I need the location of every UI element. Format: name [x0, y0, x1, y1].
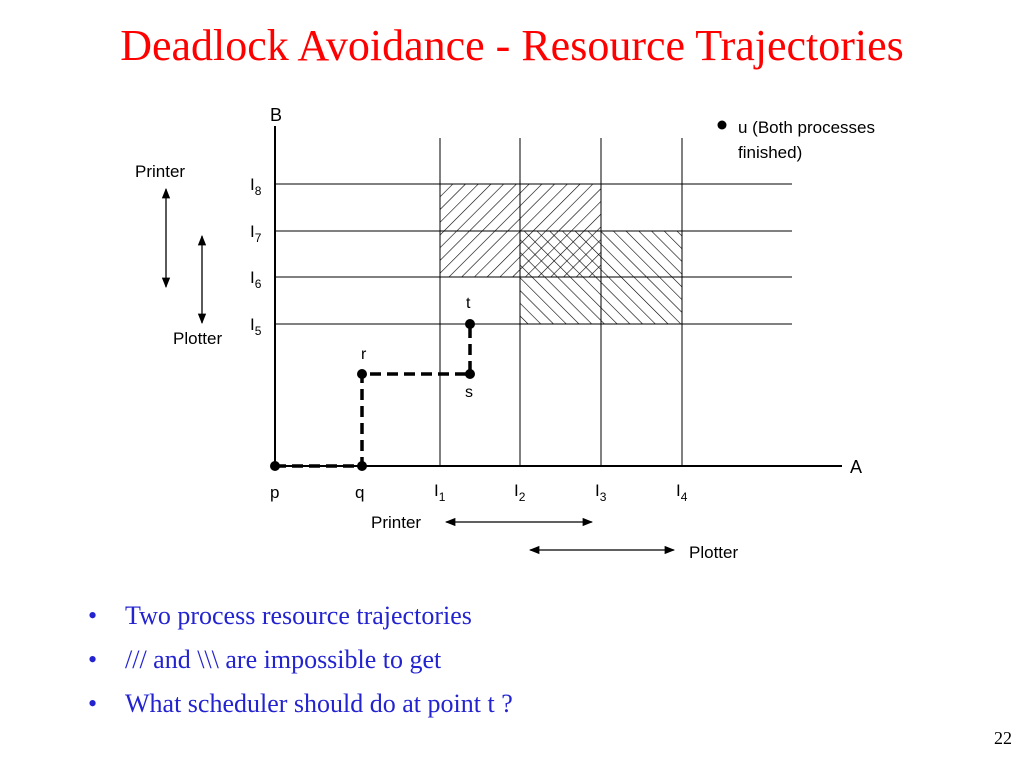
bullet-list [88, 594, 513, 726]
bullet-dot: • [88, 645, 98, 674]
point-s [465, 369, 475, 379]
bullet-text: /// and \\\ are impossible to get [125, 645, 442, 674]
y-tick-i7: $I_7$ [250, 222, 262, 245]
y-tick-i5: $I_5$ [250, 315, 262, 338]
point-p [270, 461, 280, 471]
bullet-item [88, 682, 513, 726]
bullet-text: What scheduler should do at point t ? [125, 689, 513, 718]
x-tick-i1: $I_1$ [434, 481, 446, 504]
bottom-printer-label: Printer [371, 513, 422, 532]
left-plotter-label: Plotter [173, 329, 223, 348]
x-tick-i3: $I_3$ [595, 481, 607, 504]
trajectory-path [275, 324, 470, 466]
bullet-dot: • [88, 689, 98, 718]
slide-title: Deadlock Avoidance - Resource Trajectories [120, 21, 904, 70]
x-tick-i2: $I_2$ [514, 481, 526, 504]
legend-text-line1: u (Both processes [738, 118, 876, 137]
legend-text-line2: finished) [738, 143, 803, 162]
bullet-item [88, 594, 513, 638]
point-q [357, 461, 367, 471]
label-p: p [270, 483, 280, 502]
label-t: t [466, 295, 471, 312]
point-r [357, 369, 367, 379]
point-t [465, 319, 475, 329]
a-axis-label: A [850, 457, 863, 477]
legend-point-u [718, 121, 727, 130]
left-printer-label: Printer [135, 162, 186, 181]
bottom-plotter-label: Plotter [689, 543, 739, 562]
label-r: r [361, 346, 367, 363]
y-tick-i8: $I_8$ [250, 175, 262, 198]
x-tick-i4: $I_4$ [676, 481, 688, 504]
b-axis-label: B [270, 105, 283, 125]
label-q: q [355, 483, 365, 502]
label-s: s [465, 384, 473, 401]
bullet-dot: • [88, 601, 98, 630]
bullet-item [88, 638, 513, 682]
y-tick-i6: $I_6$ [250, 268, 262, 291]
page-number: 22 [994, 728, 1012, 748]
bullet-text: Two process resource trajectories [125, 601, 472, 630]
